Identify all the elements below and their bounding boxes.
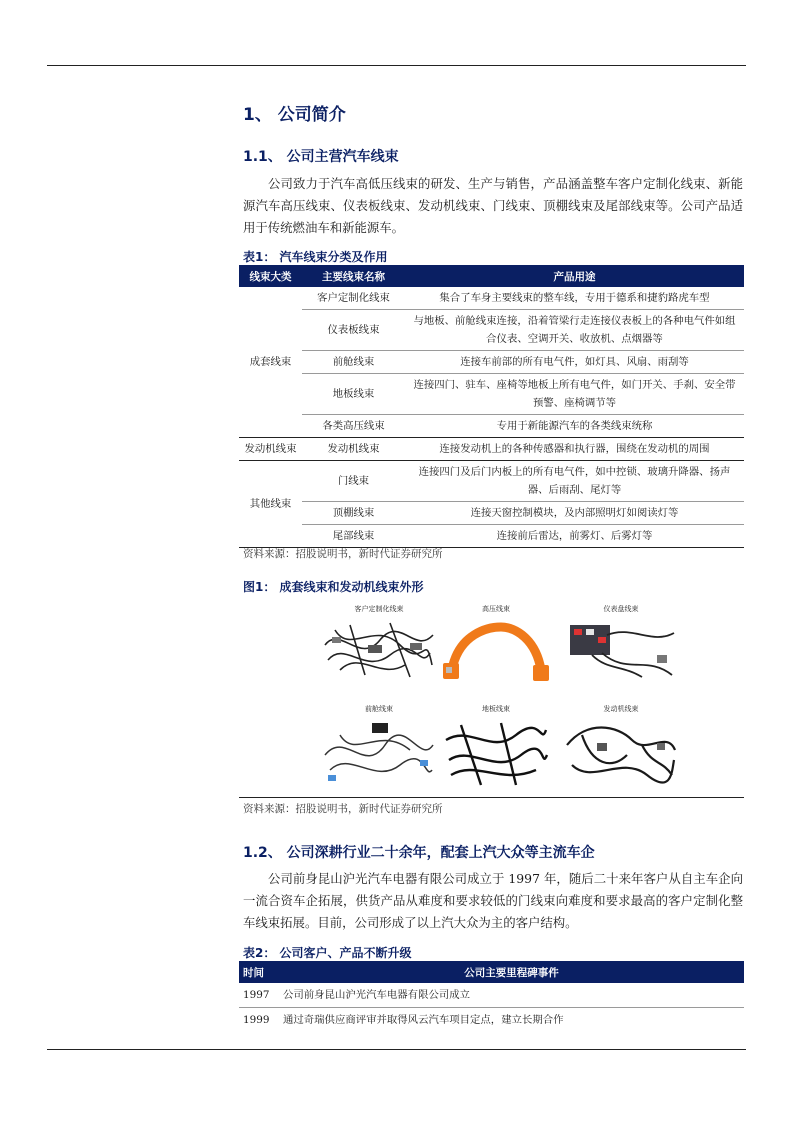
table1-use: 专用于新能源汽车的各类线束统称 bbox=[405, 415, 744, 438]
table2-year: 1999 bbox=[243, 1014, 270, 1026]
figure-label: 仪表盘线束 bbox=[603, 605, 639, 613]
table-row bbox=[239, 502, 744, 525]
table-row bbox=[239, 415, 744, 438]
figure-label: 地板线束 bbox=[482, 705, 510, 713]
dark-harness-image bbox=[319, 604, 439, 685]
figure-label: 客户定制化线束 bbox=[354, 605, 404, 613]
table-row bbox=[239, 983, 744, 1008]
table-row bbox=[239, 1008, 744, 1033]
engine-harness-image bbox=[561, 704, 681, 789]
section-1-1-title: 1.1、 公司主营汽车线束 bbox=[243, 149, 399, 165]
figure1-source: 资料来源：招股说明书，新时代证券研究所 bbox=[243, 803, 443, 815]
table1-use: 连接天窗控制模块，及内部照明灯如阅读灯等 bbox=[405, 502, 744, 525]
table1-header: 主要线束名称 bbox=[302, 265, 405, 287]
table1-name: 门线束 bbox=[302, 461, 405, 502]
table1-name: 发动机线束 bbox=[302, 438, 405, 461]
table1-name: 前舱线束 bbox=[302, 351, 405, 374]
table1-use: 连接发动机上的各种传感器和执行器，围绕在发动机的周围 bbox=[405, 438, 744, 461]
top-rule bbox=[47, 65, 746, 66]
section-1-2-paragraph: 公司前身昆山沪光汽车电器有限公司成立于 1997 年，随后二十来年客户从自主车企向一流合资车企拓展，供货产品从难度和要求较低的门线束向难度和要求最高的客户定制化整车线束拓展。目前，公司形成了以上汽大众为主的客户结构。 bbox=[243, 871, 743, 930]
section-1-2-title: 1.2、 公司深耕行业二十余年，配套上汽大众等主流车企 bbox=[243, 845, 595, 861]
table1-category: 成套线束 bbox=[239, 287, 302, 438]
figure-label: 发动机线束 bbox=[603, 705, 639, 713]
figure1-caption: 图1： 成套线束和发动机线束外形 bbox=[243, 580, 424, 594]
table1-name: 仪表板线束 bbox=[302, 310, 405, 351]
bottom-rule bbox=[47, 1049, 746, 1050]
table1-name: 客户定制化线束 bbox=[302, 287, 405, 310]
table1-use: 连接车前部的所有电气件，如灯具、风扇、雨刮等 bbox=[405, 351, 744, 374]
table1-name: 各类高压线束 bbox=[302, 415, 405, 438]
table2-event: 公司前身昆山沪光汽车电器有限公司成立 bbox=[279, 983, 744, 1008]
table1-use: 连接四门及后门内板上的所有电气件，如中控锁、玻璃升降器、扬声器、后雨刮、尾灯等 bbox=[405, 461, 744, 502]
table1-use: 连接四门、驻车、座椅等地板上所有电气件，如门开关、手刹、安全带预警、座椅调节等 bbox=[405, 374, 744, 415]
floor-harness-image bbox=[441, 704, 551, 789]
table2 bbox=[239, 961, 744, 1032]
figure-label: 高压线束 bbox=[482, 605, 510, 613]
table2-year: 1997 bbox=[239, 983, 279, 1008]
table1-caption: 表1： 汽车线束分类及作用 bbox=[243, 250, 388, 264]
table-row bbox=[239, 287, 744, 310]
table1-header: 线束大类 bbox=[239, 265, 302, 287]
table1-header: 产品用途 bbox=[405, 265, 744, 287]
figure-label: 前舱线束 bbox=[365, 705, 393, 713]
table1-header-row bbox=[239, 265, 744, 287]
table1-name: 地板线束 bbox=[302, 374, 405, 415]
table-row bbox=[239, 525, 744, 548]
section-1-1-paragraph: 公司致力于汽车高低压线束的研发、生产与销售，产品涵盖整车客户定制化线束、新能源汽车高压线束、仪表板线束、发动机线束、门线束、顶棚线束及尾部线束等。公司产品适用于传统燃油车和新能源车。 bbox=[243, 176, 743, 235]
table1-category: 发动机线束 bbox=[239, 438, 302, 461]
table1-use: 与地板、前舱线束连接，沿着管梁行走连接仪表板上的各种电气件如组合仪表、空调开关、收放机、点烟器等 bbox=[405, 310, 744, 351]
table1-name: 尾部线束 bbox=[302, 525, 405, 548]
table1-source: 资料来源：招股说明书，新时代证券研究所 bbox=[243, 548, 443, 560]
table1-name: 顶棚线束 bbox=[302, 502, 405, 525]
table-row bbox=[239, 438, 744, 461]
table-row bbox=[239, 374, 744, 415]
table2-event: 通过奇瑞供应商评审并取得风云汽车项目定点，建立长期合作 bbox=[283, 1014, 564, 1026]
table-row bbox=[239, 461, 744, 502]
orange-cable-image bbox=[441, 604, 551, 685]
table2-caption: 表2： 公司客户、产品不断升级 bbox=[243, 946, 412, 960]
table2-header: 时间 bbox=[239, 961, 279, 983]
table1-use: 连接前后雷达，前雾灯、后雾灯等 bbox=[405, 525, 744, 548]
table-row bbox=[239, 351, 744, 374]
table1-category: 其他线束 bbox=[239, 461, 302, 548]
figure1 bbox=[239, 600, 744, 798]
dashboard-harness-image bbox=[561, 604, 681, 685]
front-harness-image bbox=[319, 704, 439, 789]
table2-header-row bbox=[239, 961, 744, 983]
section-1-title: 1、 公司简介 bbox=[243, 105, 346, 125]
table1 bbox=[239, 265, 744, 548]
table1-use: 集合了车身主要线束的整车线，专用于德系和捷豹路虎车型 bbox=[405, 287, 744, 310]
table-row bbox=[239, 310, 744, 351]
table2-header: 公司主要里程碑事件 bbox=[279, 961, 744, 983]
